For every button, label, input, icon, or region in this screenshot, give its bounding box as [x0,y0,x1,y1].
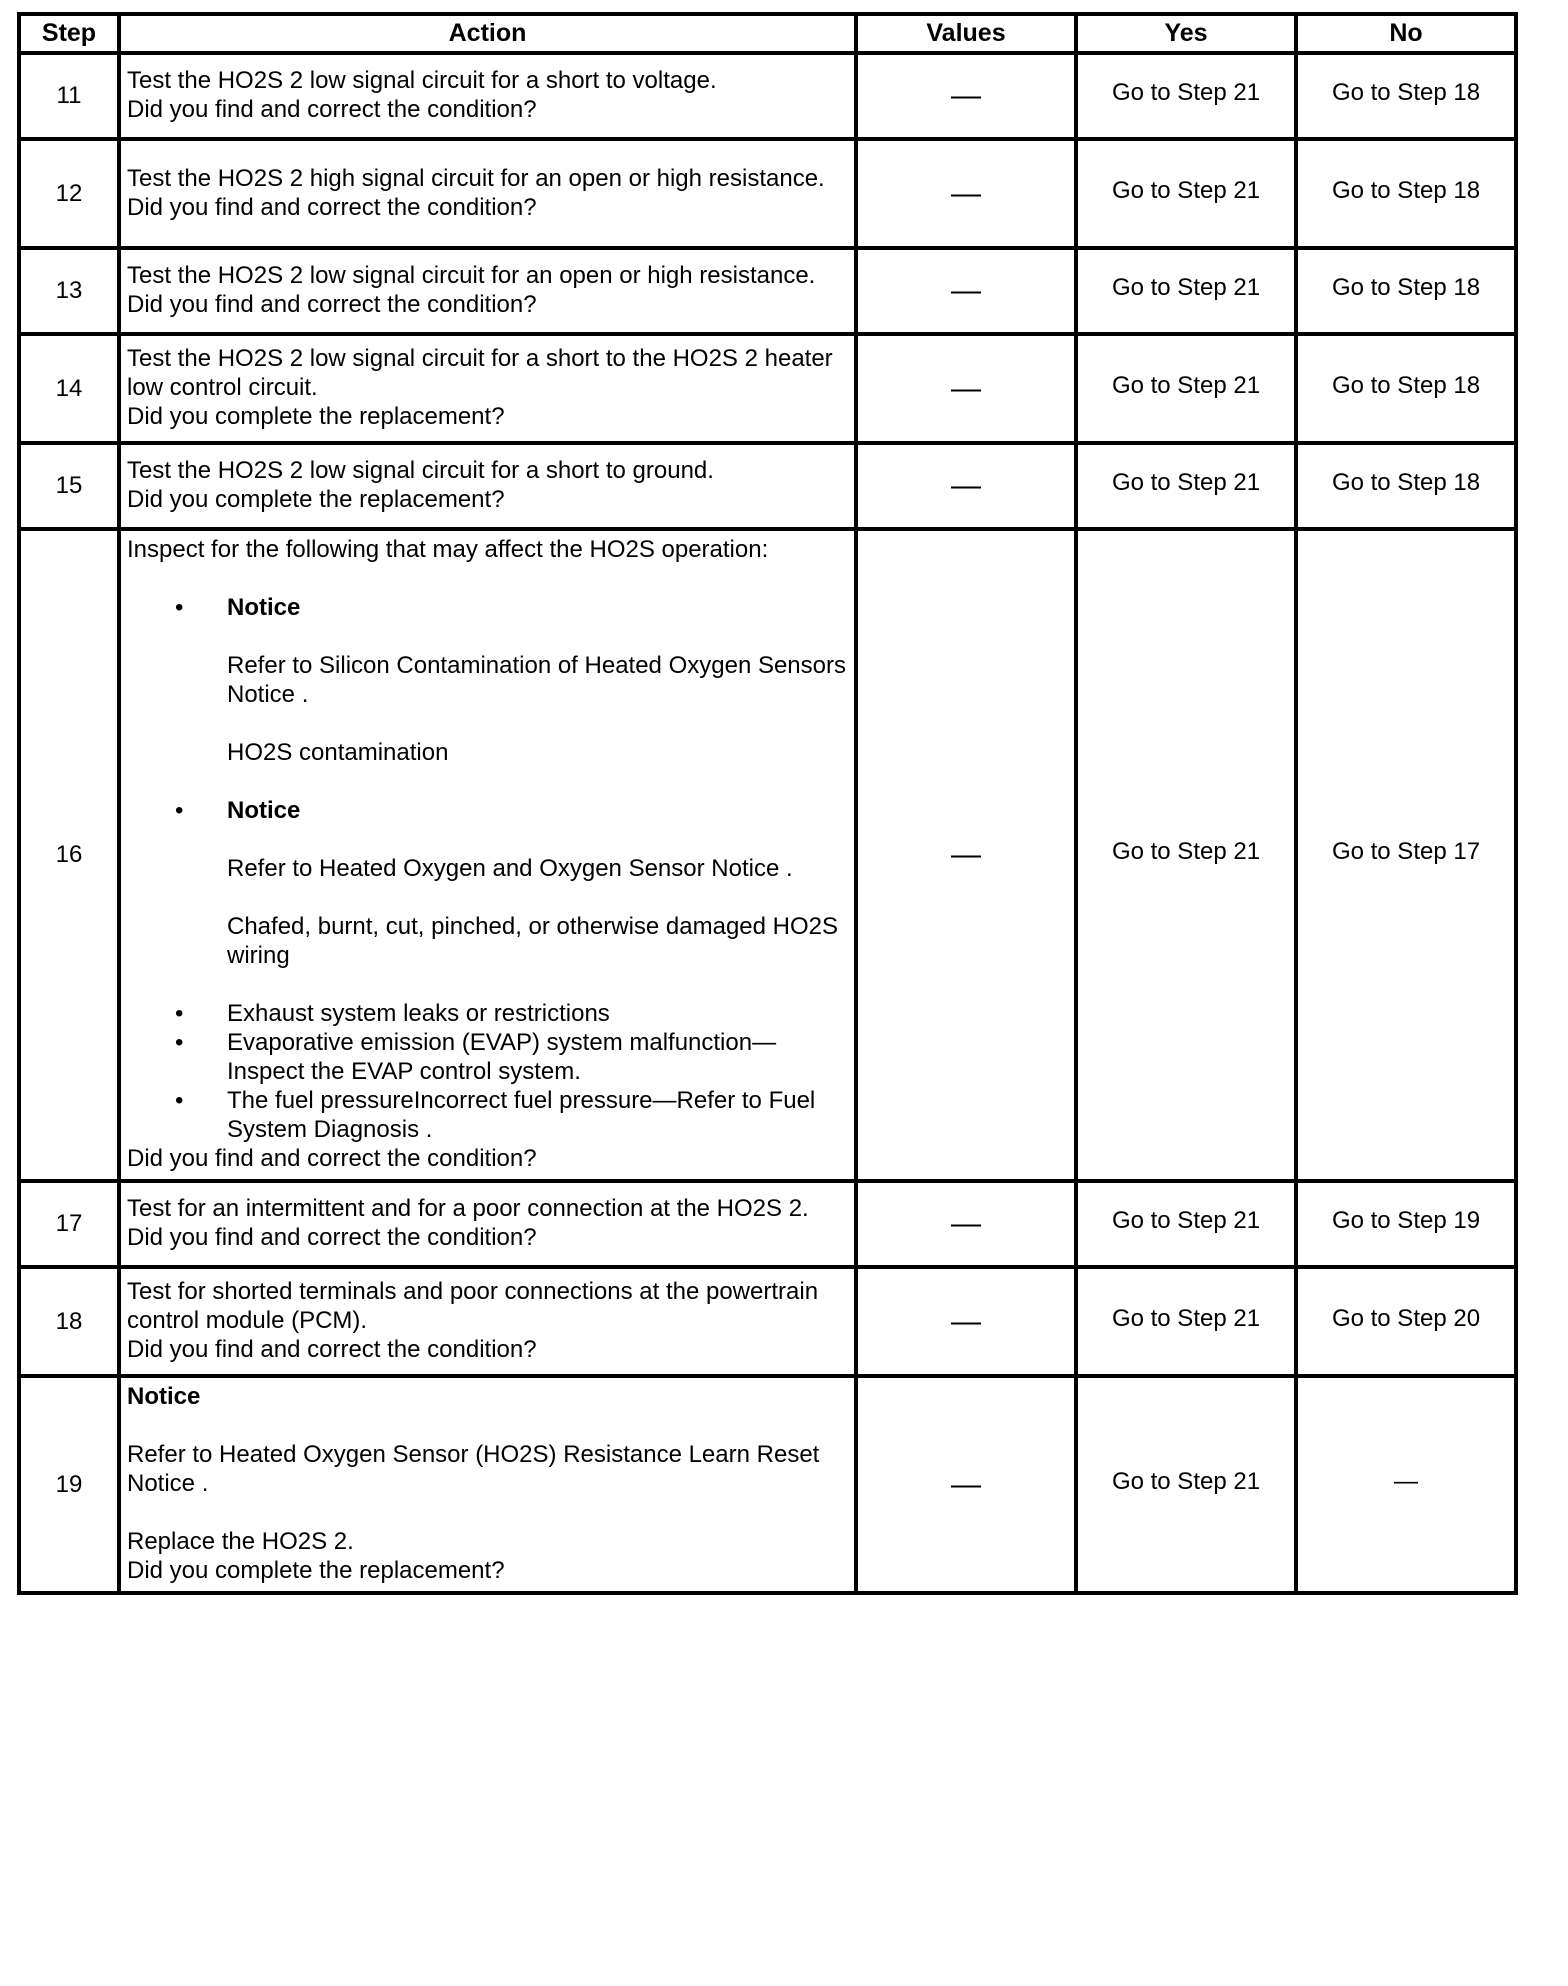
list-item [127,593,848,796]
yes-cell: Go to Step 21 [1076,248,1296,334]
no-cell: Go to Step 18 [1296,53,1516,139]
no-cell: Go to Step 18 [1296,248,1516,334]
bullet-icon: • [175,1029,184,1056]
notice-title: Notice [227,594,301,621]
step-number: 19 [19,1376,119,1593]
action-question: Did you find and correct the condition? [127,193,537,221]
notice-text: Refer to Silicon Contamination of Heated Oxygen Sensors Notice . [227,652,846,708]
bullet-icon: • [175,797,184,824]
action-cell [119,139,856,248]
action-question: Did you find and correct the condition? [127,96,537,123]
action-text: Test the HO2S 2 low signal circuit for an open or high resistance. [127,262,816,289]
bullet-icon: • [175,594,184,621]
step-number: 13 [19,248,119,334]
step-number: 16 [19,529,119,1181]
action-text: Replace the HO2S 2. [127,1528,354,1555]
list-item [127,999,848,1028]
yes-cell: Go to Step 21 [1076,1267,1296,1376]
no-cell: Go to Step 20 [1296,1267,1516,1376]
action-cell [119,1267,856,1376]
bullet-icon: • [175,1000,184,1027]
no-cell: Go to Step 18 [1296,443,1516,529]
header-values: Values [856,14,1076,53]
table-row [19,248,1516,334]
table-row [19,334,1516,443]
list-item [127,796,848,999]
step-number: 17 [19,1181,119,1267]
values-cell: — [856,443,1076,529]
notice-text: Refer to Heated Oxygen Sensor (HO2S) Resistance Learn Reset Notice . [127,1441,820,1497]
header-row [19,14,1516,53]
inspection-item: Chafed, burnt, cut, pinched, or otherwise damaged HO2S wiring [227,913,839,969]
table-row [19,53,1516,139]
action-question: Did you complete the replacement? [127,403,505,430]
action-cell [119,53,856,139]
table-row [19,1376,1516,1593]
table-row [19,443,1516,529]
action-cell [119,1376,856,1593]
action-question: Did you find and correct the condition? [127,1145,537,1172]
action-intro: Inspect for the following that may affect the HO2S operation: [127,536,769,563]
action-text: Test the HO2S 2 high signal circuit for an open or high resistance. [127,164,825,192]
action-text: Test for shorted terminals and poor connections at the powertrain control module (PCM). [127,1278,819,1334]
inspection-item: Exhaust system leaks or restrictions [227,1000,610,1027]
no-cell: Go to Step 18 [1296,139,1516,248]
bullet-icon: • [175,1087,184,1114]
values-cell: — [856,53,1076,139]
action-cell [119,334,856,443]
step-number: 15 [19,443,119,529]
inspection-list [127,593,848,1144]
no-cell: — [1296,1376,1516,1593]
yes-cell: Go to Step 21 [1076,53,1296,139]
yes-cell: Go to Step 21 [1076,529,1296,1181]
no-cell: Go to Step 17 [1296,529,1516,1181]
inspection-item: HO2S contamination [227,739,449,766]
inspection-item: The fuel pressureIncorrect fuel pressure—Refer to Fuel System Diagnosis . [227,1087,816,1143]
action-cell [119,1181,856,1267]
action-cell [119,529,856,1181]
action-question: Did you complete the replacement? [127,486,505,513]
action-cell [119,443,856,529]
action-question: Did you find and correct the condition? [127,1336,537,1363]
step-number: 18 [19,1267,119,1376]
table-row [19,529,1516,1181]
yes-cell: Go to Step 21 [1076,443,1296,529]
action-text: Test for an intermittent and for a poor connection at the HO2S 2. [127,1195,809,1222]
notice-text: Refer to Heated Oxygen and Oxygen Sensor Notice . [227,855,793,882]
table-row [19,139,1516,248]
action-text: Test the HO2S 2 low signal circuit for a short to voltage. [127,67,717,94]
values-cell: — [856,334,1076,443]
list-item [127,1028,848,1086]
yes-cell: Go to Step 21 [1076,334,1296,443]
action-question: Did you find and correct the condition? [127,291,537,318]
table-row [19,1181,1516,1267]
yes-cell: Go to Step 21 [1076,1376,1296,1593]
action-text: Test the HO2S 2 low signal circuit for a short to ground. [127,457,714,484]
values-cell: — [856,248,1076,334]
step-number: 12 [19,139,119,248]
diagnostic-table [17,12,1518,1595]
no-cell: Go to Step 19 [1296,1181,1516,1267]
step-number: 11 [19,53,119,139]
notice-title: Notice [127,1383,201,1410]
action-text: Test the HO2S 2 low signal circuit for a short to the HO2S 2 heater low control circuit. [127,345,833,401]
header-no: No [1296,14,1516,53]
values-cell: — [856,529,1076,1181]
header-action: Action [119,14,856,53]
values-cell: — [856,139,1076,248]
yes-cell: Go to Step 21 [1076,1181,1296,1267]
yes-cell: Go to Step 21 [1076,139,1296,248]
values-cell: — [856,1267,1076,1376]
notice-title: Notice [227,797,301,824]
action-cell [119,248,856,334]
values-cell: — [856,1181,1076,1267]
header-step: Step [19,14,119,53]
action-question: Did you complete the replacement? [127,1557,505,1584]
header-yes: Yes [1076,14,1296,53]
values-cell: — [856,1376,1076,1593]
table-row [19,1267,1516,1376]
step-number: 14 [19,334,119,443]
no-cell: Go to Step 18 [1296,334,1516,443]
action-question: Did you find and correct the condition? [127,1224,537,1251]
inspection-item: Evaporative emission (EVAP) system malfunction—Inspect the EVAP control system. [227,1029,777,1085]
list-item [127,1086,848,1144]
